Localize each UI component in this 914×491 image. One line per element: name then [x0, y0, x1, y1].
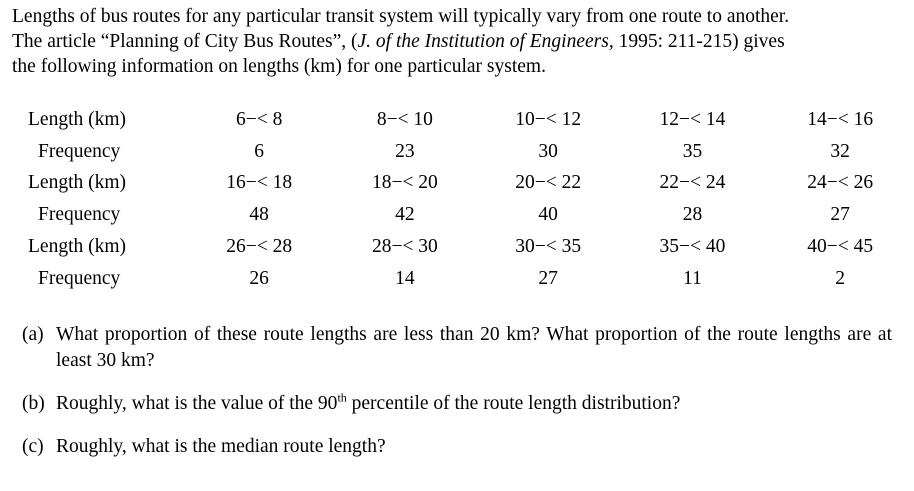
- frequency-label: Frequency: [38, 140, 121, 162]
- frequency-cell: 42: [395, 204, 415, 226]
- length-label: Length (km): [28, 236, 127, 258]
- frequency-cell: 23: [395, 140, 415, 162]
- question-a: [22, 322, 892, 374]
- problem-intro: [12, 4, 902, 79]
- frequency-label: Frequency: [38, 204, 121, 226]
- question-c-text: Roughly, what is the median route length?: [56, 436, 386, 457]
- question-c-label: (c): [22, 436, 44, 457]
- frequency-cell: 11: [683, 267, 702, 289]
- intro-line-1: Lengths of bus routes for any particular transit system will typically vary from one route to another.: [12, 6, 790, 27]
- route-length-frequency-table: [28, 104, 914, 295]
- frequency-cell: 27: [830, 204, 850, 226]
- frequency-cell: 32: [830, 140, 850, 162]
- frequency-row-2: [28, 199, 914, 231]
- length-cell: 40−< 45: [807, 236, 874, 258]
- frequency-cell: 2: [835, 267, 846, 289]
- frequency-cell: 28: [682, 204, 703, 226]
- intro-line-2: [12, 29, 902, 54]
- length-cell: 20−< 22: [515, 172, 582, 194]
- length-cell: 14−< 16: [807, 108, 874, 130]
- frequency-cell: 27: [538, 267, 558, 289]
- question-b-text-end: percentile of the route length distribution?: [346, 393, 681, 414]
- frequency-cell: 30: [538, 140, 558, 162]
- intro-line-3: the following information on lengths (km) for one particular system.: [12, 56, 546, 77]
- length-label: Length (km): [28, 108, 127, 130]
- length-cell: 18−< 20: [371, 172, 438, 194]
- length-label: Length (km): [28, 172, 127, 194]
- frequency-row-1: [28, 136, 914, 168]
- length-row-1: [28, 104, 914, 136]
- ordinal-suffix: th: [337, 390, 347, 405]
- question-b-label: (b): [22, 393, 45, 414]
- frequency-row-3: [28, 263, 914, 295]
- frequency-cell: 6: [254, 140, 265, 162]
- length-cell: 22−< 24: [659, 172, 726, 194]
- length-row-3: [28, 231, 914, 263]
- intro-line-2-end: 1995: 211-215) gives: [613, 31, 785, 52]
- frequency-cell: 40: [538, 204, 558, 226]
- question-a-text: What proportion of these route lengths are less than 20 km? What proportion of the route lengths are at least 30 km?: [56, 324, 892, 371]
- intro-line-2-start: The article “Planning of City Bus Routes”, (: [12, 31, 358, 52]
- length-cell: 24−< 26: [807, 172, 874, 194]
- length-cell: 16−< 18: [226, 172, 293, 194]
- question-b-text-start: Roughly, what is the value of the 90: [56, 393, 338, 414]
- frequency-cell: 26: [249, 267, 269, 289]
- length-cell: 12−< 14: [659, 108, 726, 130]
- journal-name: J. of the Institution of Engineers,: [357, 31, 614, 52]
- frequency-cell: 48: [249, 204, 269, 226]
- length-cell: 6−< 8: [235, 108, 283, 130]
- question-c: [22, 434, 892, 460]
- length-cell: 8−< 10: [376, 108, 433, 130]
- length-cell: 10−< 12: [515, 108, 582, 130]
- length-cell: 26−< 28: [226, 236, 293, 258]
- question-b: [22, 391, 892, 417]
- frequency-cell: 35: [682, 140, 703, 162]
- question-list: [22, 322, 892, 460]
- frequency-cell: 14: [395, 267, 415, 289]
- length-row-2: [28, 168, 914, 200]
- frequency-label: Frequency: [38, 267, 121, 289]
- length-cell: 35−< 40: [659, 236, 726, 258]
- length-cell: 28−< 30: [371, 236, 438, 258]
- question-a-label: (a): [22, 324, 44, 345]
- length-cell: 30−< 35: [515, 236, 582, 258]
